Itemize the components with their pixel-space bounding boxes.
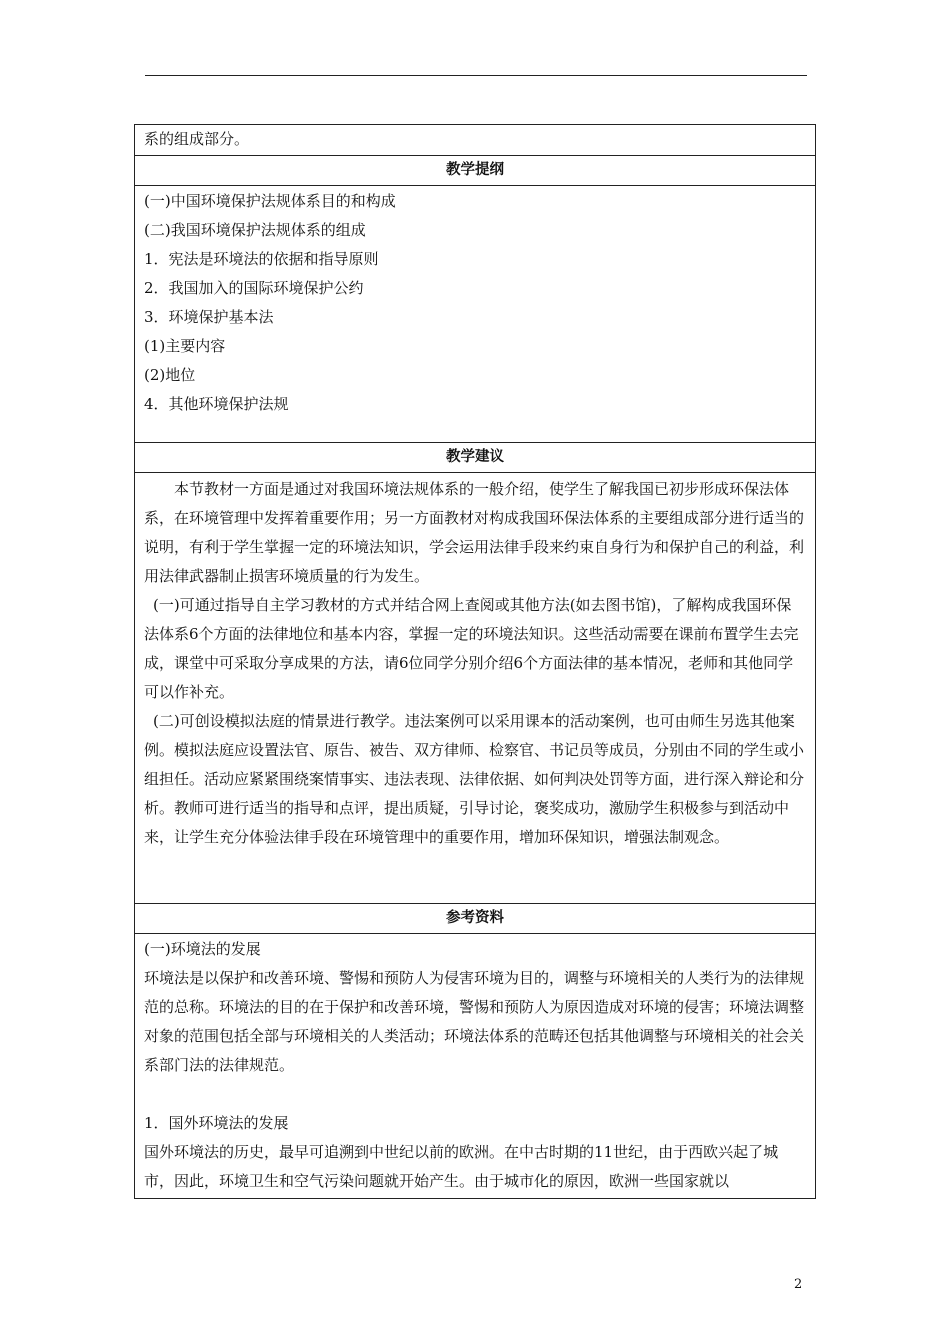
outline-item: 1．宪法是环境法的依据和指导原则: [144, 250, 379, 268]
header-rule: [145, 75, 807, 76]
intro-fragment: 系的组成部分。: [144, 130, 250, 148]
reference-subhead: 1．国外环境法的发展: [144, 1114, 289, 1132]
reference-subhead: (一)环境法的发展: [144, 940, 261, 958]
suggestions-heading: 教学建议: [135, 443, 815, 473]
suggestion-paragraph: 本节教材一方面是通过对我国环境法规体系的一般介绍，使学生了解我国已初步形成环保法体系，在环境管理中发挥着重要作用；另一方面教材对构成我国环保法体系的主要组成部分进行适当的说明，有利于学生掌握一定的环境法知识，学会运用法律手段来约束自身行为和保护自己的利益，利用法律武器制止损害环境质量的行为发生。: [144, 480, 805, 585]
intro-cell: [135, 125, 815, 156]
outline-item: 4．其他环境保护法规: [144, 395, 289, 413]
outline-item: (一)中国环境保护法规体系目的和构成: [144, 192, 396, 210]
outline-cell: [135, 186, 815, 443]
outline-item: (二)我国环境保护法规体系的组成: [144, 221, 366, 239]
outline-item: (1)主要内容: [144, 337, 226, 355]
suggestions-cell: [135, 473, 815, 904]
references-cell: [135, 934, 815, 1196]
suggestion-paragraph: (二)可创设模拟法庭的情景进行教学。违法案例可以采用课本的活动案例，也可由师生另选其他案例。模拟法庭应设置法官、原告、被告、双方律师、检察官、书记员等成员，分别由不同的学生或小组担任。活动应紧紧围绕案情事实、违法表现、法律依据、如何判决处罚等方面，进行深入辩论和分析。教师可进行适当的指导和点评，提出质疑，引导讨论，褒奖成功，激励学生积极参与到活动中来，让学生充分体验法律手段在环境管理中的重要作用，增加环保知识，增强法制观念。: [144, 712, 805, 846]
page-number: 2: [794, 1277, 803, 1292]
outline-item: 2．我国加入的国际环境保护公约: [144, 279, 364, 297]
outline-heading: 教学提纲: [135, 156, 815, 186]
lesson-table: [134, 124, 816, 1199]
reference-paragraph: 环境法是以保护和改善环境、警惕和预防人为侵害环境为目的，调整与环境相关的人类行为的法律规范的总称。环境法的目的在于保护和改善环境，警惕和预防人为原因造成对环境的侵害；环境法调整对象的范围包括全部与环境相关的人类活动；环境法体系的范畴还包括其他调整与环境相关的社会关系部门法的法律规范。: [144, 969, 805, 1074]
outline-item: 3．环境保护基本法: [144, 308, 274, 326]
outline-item: (2)地位: [144, 366, 196, 384]
blank-line: [144, 1080, 806, 1109]
reference-paragraph: 国外环境法的历史，最早可追溯到中世纪以前的欧洲。在中古时期的11世纪，由于西欧兴起了城市，因此，环境卫生和空气污染问题就开始产生。由于城市化的原因，欧洲一些国家就以: [144, 1143, 779, 1190]
suggestion-paragraph: (一)可通过指导自主学习教材的方式并结合网上查阅或其他方法(如去图书馆)，了解构成我国环保法体系6个方面的法律地位和基本内容，掌握一定的环境法知识。这些活动需要在课前布置学生去完成，课堂中可采取分享成果的方法，请6位同学分别介绍6个方面法律的基本情况，老师和其他同学可以作补充。: [144, 596, 799, 701]
references-heading: 参考资料: [135, 904, 815, 934]
